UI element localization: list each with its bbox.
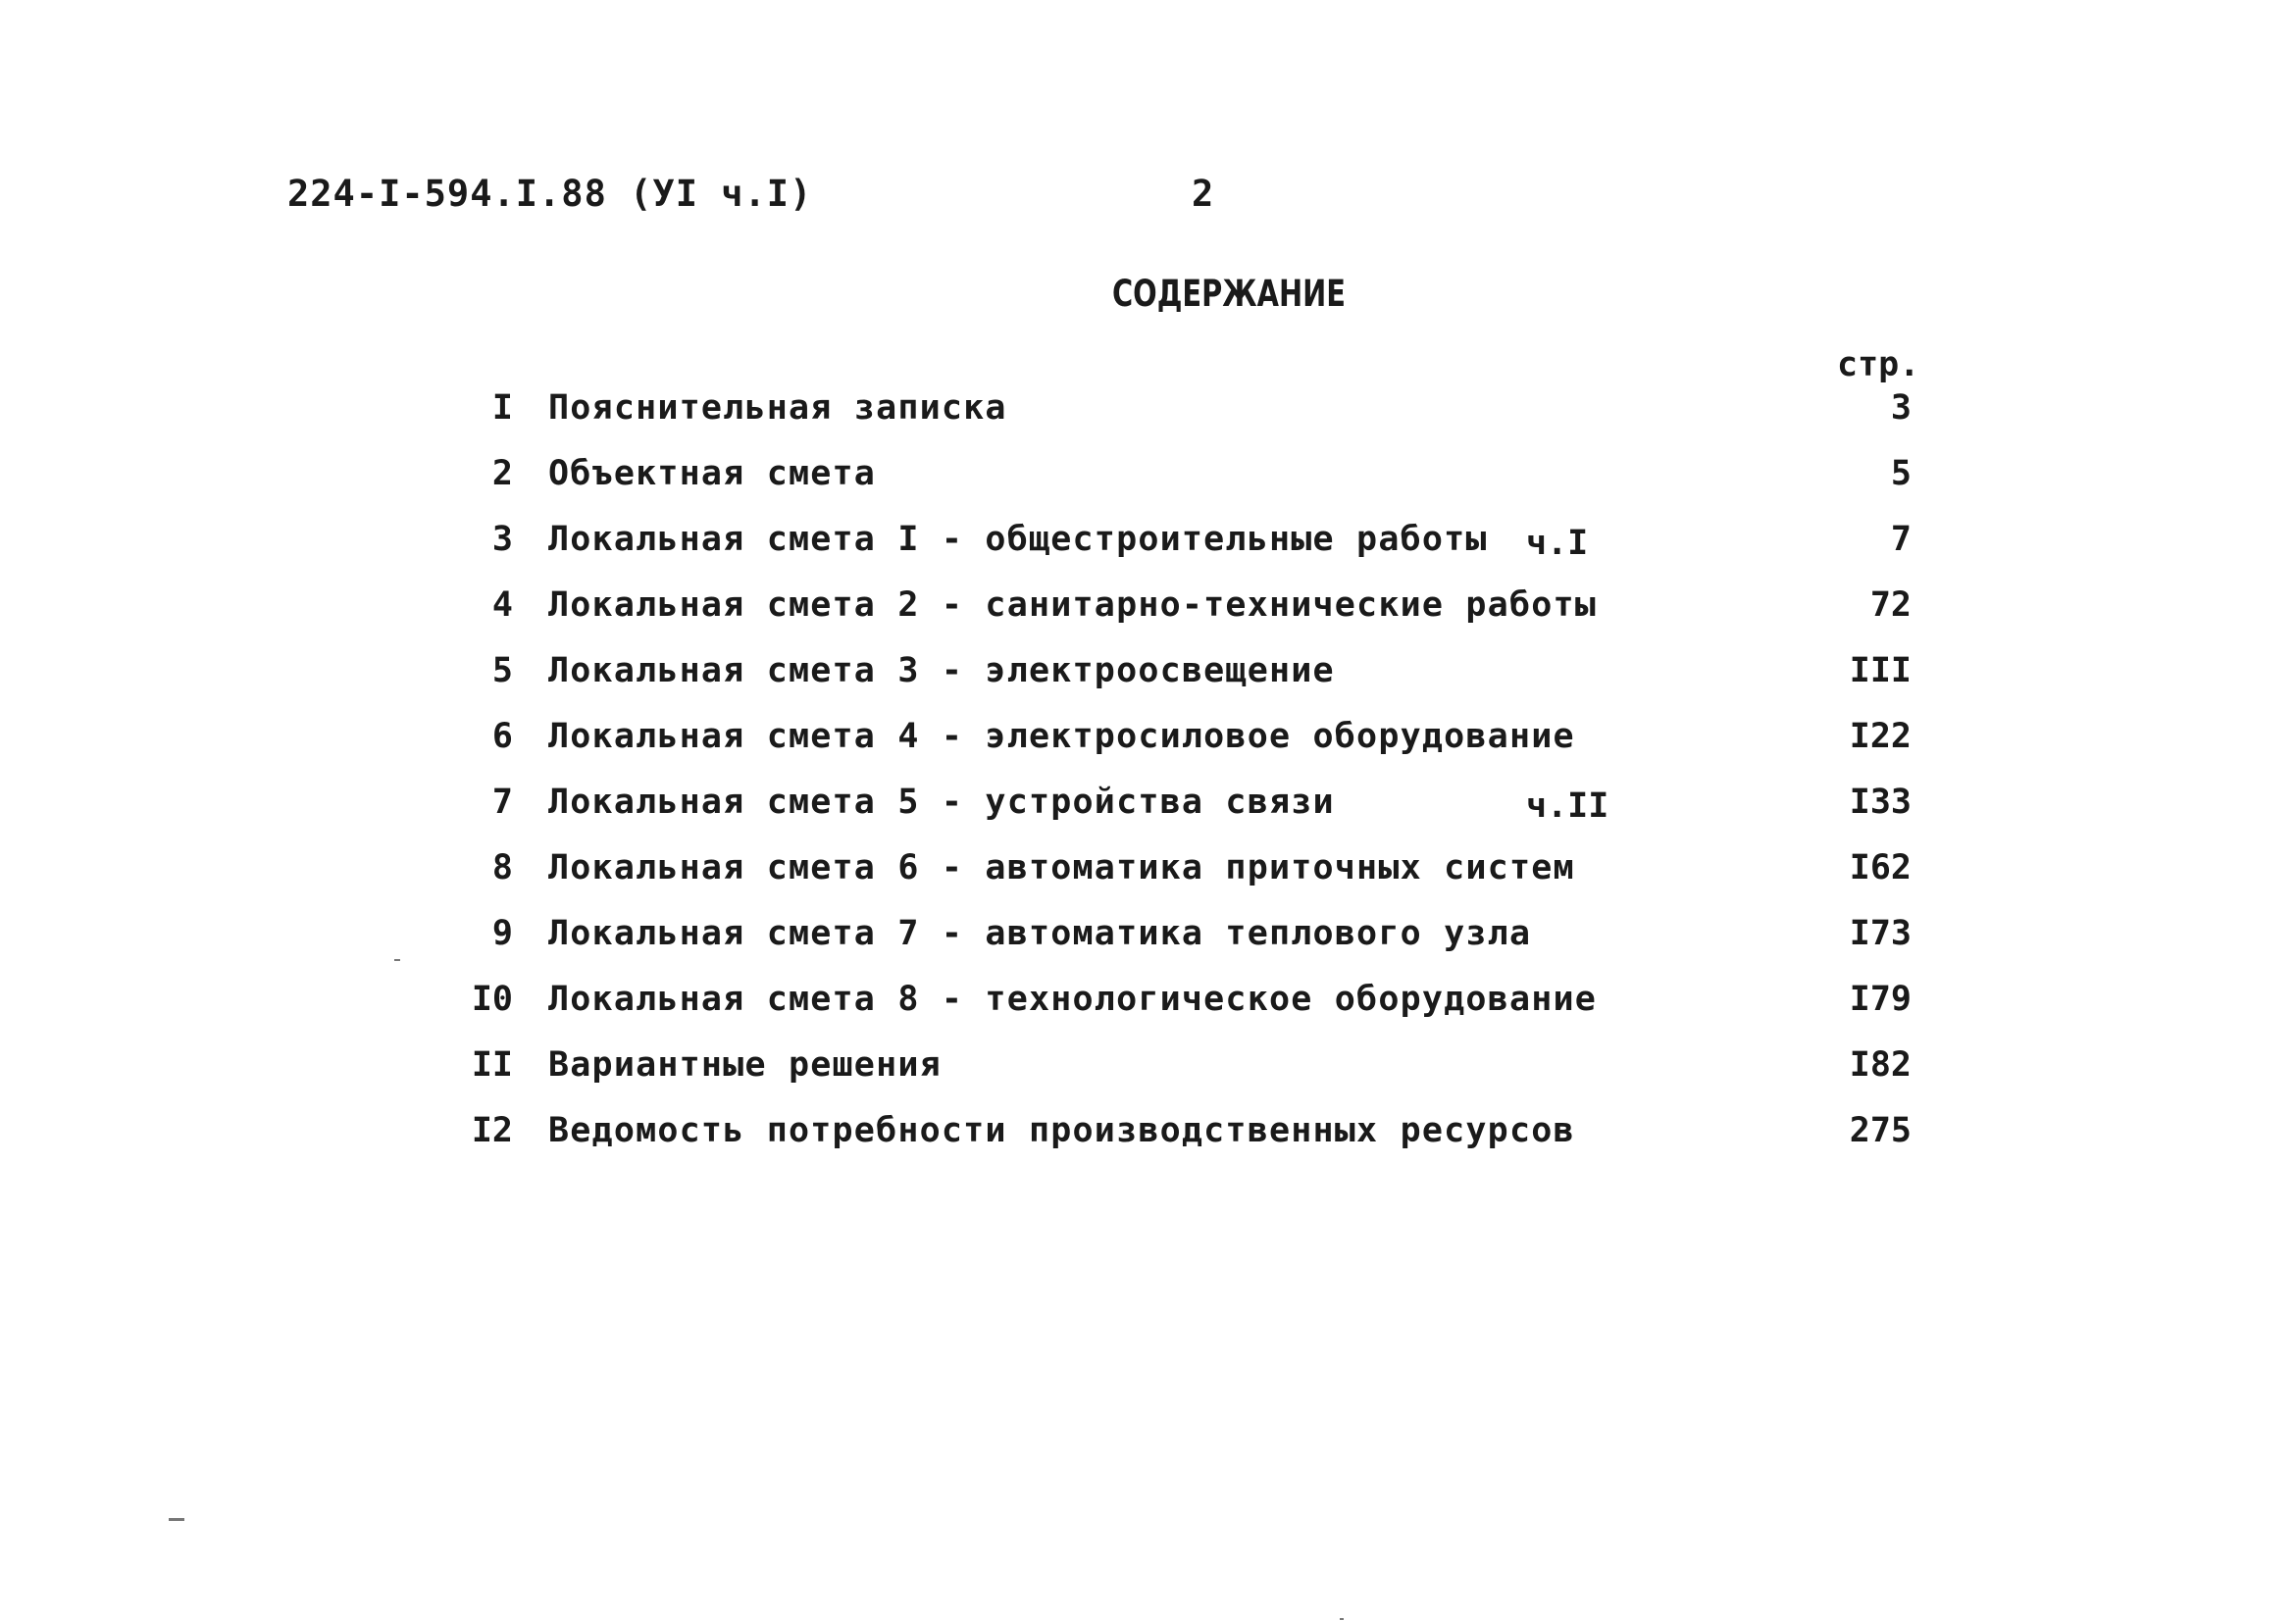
toc-item-text: Локальная смета 8 - технологическое оборудование (548, 980, 1598, 1019)
toc-item-text: Объектная смета (548, 454, 877, 493)
toc-item-page: 7 (1890, 520, 1912, 559)
scan-speck (169, 1518, 184, 1521)
toc-item (0, 1111, 2296, 1170)
page-number: 2 (1192, 173, 1214, 215)
toc-item-text: Локальная смета 5 - устройства связи (548, 783, 1335, 822)
toc-item-number: 9 (491, 914, 513, 953)
toc-item-page: I73 (1849, 914, 1912, 953)
scan-speck (1340, 1618, 1344, 1620)
toc-item-number: I (491, 388, 513, 428)
toc-item-page: I33 (1849, 783, 1912, 822)
toc-item-number: 3 (491, 520, 513, 559)
toc-item-page: 5 (1890, 454, 1912, 493)
toc-item-page: III (1849, 651, 1912, 690)
toc-item-text: Ведомость потребности производственных ресурсов (548, 1111, 1575, 1150)
toc-item-number: 5 (491, 651, 513, 690)
document-code: 224-I-594.I.88 (УI ч.I) (287, 173, 813, 215)
toc-item (0, 848, 2296, 907)
toc-item-number: 7 (491, 783, 513, 822)
toc-item-number: II (471, 1045, 513, 1085)
toc-item-number: 4 (491, 585, 513, 625)
toc-item (0, 585, 2296, 644)
toc-item (0, 914, 2296, 973)
toc-item-part: ч.II (1526, 786, 1609, 826)
toc-item-page: I62 (1849, 848, 1912, 887)
toc-item (0, 783, 2296, 841)
toc-item-part: ч.I (1526, 524, 1589, 563)
toc-item-text: Пояснительная записка (548, 388, 1007, 428)
toc-item-number: 8 (491, 848, 513, 887)
toc-item-page: I22 (1849, 717, 1912, 756)
toc-item-number: 2 (491, 454, 513, 493)
toc-item-text: Локальная смета 3 - электроосвещение (548, 651, 1335, 690)
toc-item-page: 72 (1869, 585, 1912, 625)
toc-item (0, 520, 2296, 579)
toc-item-page: I79 (1849, 980, 1912, 1019)
toc-item (0, 454, 2296, 513)
toc-item (0, 651, 2296, 710)
toc-item-text: Локальная смета I - общестроительные работы (548, 520, 1488, 559)
toc-item (0, 717, 2296, 776)
toc-item (0, 1045, 2296, 1104)
toc-item-text: Локальная смета 4 - электросиловое оборудование (548, 717, 1575, 756)
toc-item (0, 388, 2296, 447)
toc-item (0, 980, 2296, 1038)
toc-item-page: I82 (1849, 1045, 1912, 1085)
toc-item-text: Локальная смета 6 - автоматика приточных систем (548, 848, 1575, 887)
page-column-label: стр. (1837, 345, 1920, 384)
scan-speck (394, 959, 400, 961)
toc-item-number: I2 (471, 1111, 513, 1150)
toc-item-page: 3 (1890, 388, 1912, 428)
toc-item-number: I0 (471, 980, 513, 1019)
toc-title: СОДЕРЖАНИЕ (1112, 273, 1346, 315)
toc-item-text: Локальная смета 7 - автоматика теплового узла (548, 914, 1532, 953)
toc-item-page: 275 (1849, 1111, 1912, 1150)
toc-item-text: Вариантные решения (548, 1045, 942, 1085)
toc-item-text: Локальная смета 2 - санитарно-технические работы (548, 585, 1598, 625)
toc-item-number: 6 (491, 717, 513, 756)
